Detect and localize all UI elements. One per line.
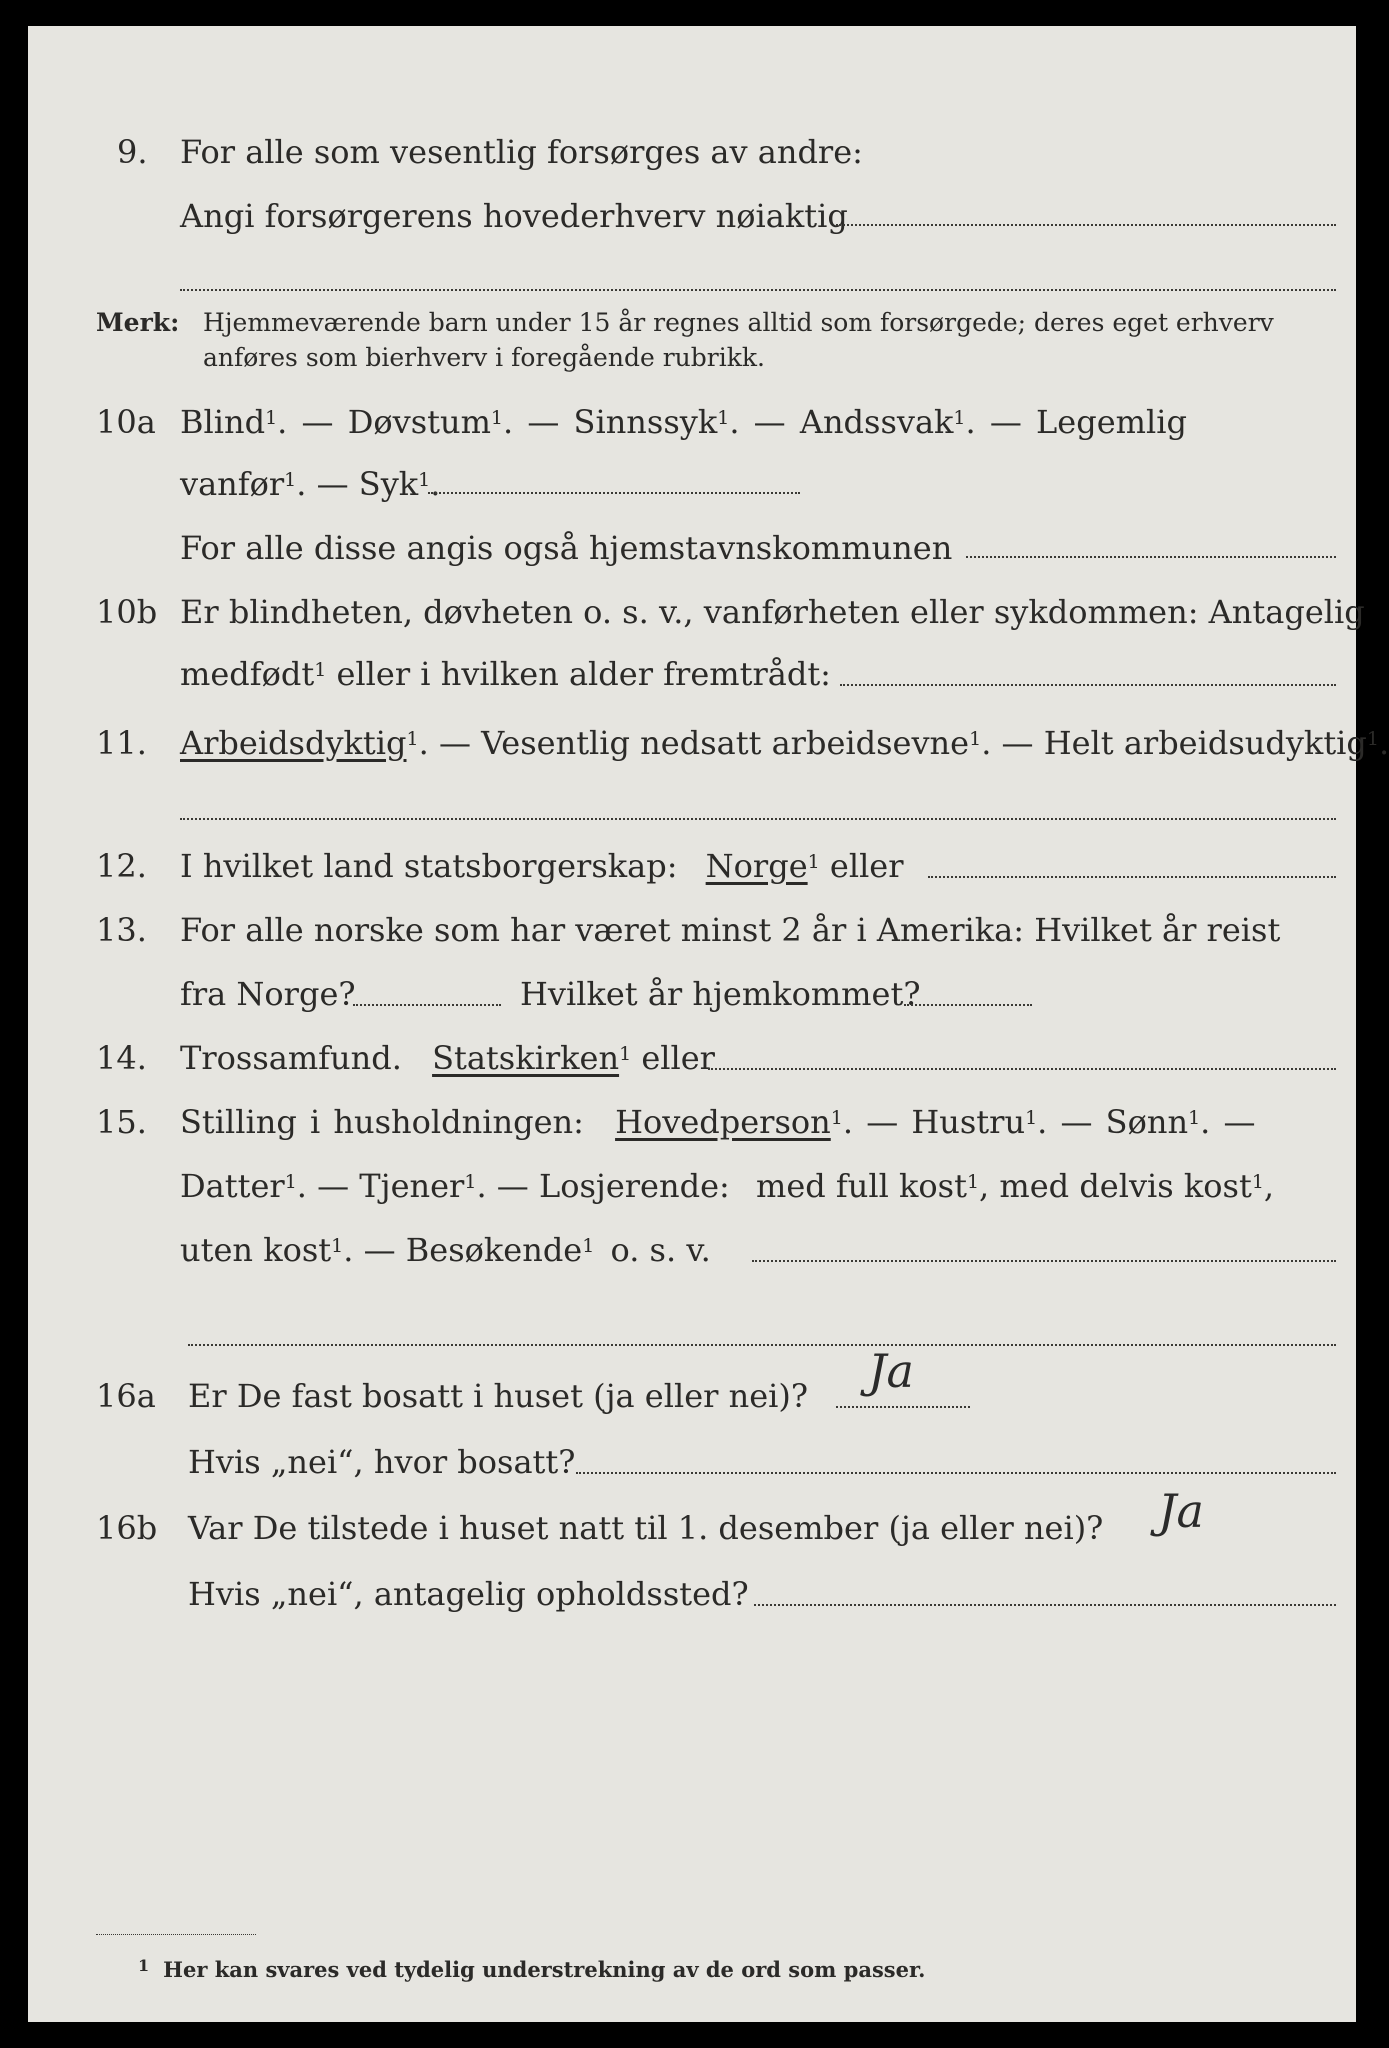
q10b-answer-line[interactable] [840, 684, 1336, 686]
q16a-where-line[interactable] [576, 1472, 1336, 1474]
q11-line: Arbeidsdyktig$^1$. — Vesentlig nedsatt arbeidsevne$^1$. — Helt arbeidsudyktig$^1$. [180, 724, 1389, 762]
option-sinnssyk[interactable]: Sinnssyk [573, 403, 718, 441]
q13-returned-label: Hvilket år hjemkommet? [520, 975, 921, 1013]
q15-line2: Datter$^1$. — Tjener$^1$. — Losjerende: med full kost$^1$, med delvis kost$^1$, [180, 1167, 1275, 1205]
q15-line1: Stilling i husholdningen: Hovedperson$^1$. — Hustru$^1$. — Sønn$^1$. — [180, 1103, 1256, 1141]
q16a-where-label: Hvis „nei“, hvor bosatt? [188, 1443, 576, 1481]
q16a-answer-line[interactable] [836, 1406, 970, 1408]
q10b-number: 10b [96, 593, 158, 631]
q16b-stay-label: Hvis „nei“, antagelig opholdssted? [188, 1575, 749, 1613]
q10a-line2: vanfør$^1$. — Syk$^1$. [180, 465, 441, 503]
q15-line3: uten kost$^1$. — Besøkende$^1$ o. s. v. [180, 1231, 711, 1269]
option-arbeidsdyktig[interactable]: Arbeidsdyktig [180, 724, 407, 762]
q12-line: I hvilket land statsborgerskap: Norge$^1$ eller [180, 847, 904, 885]
q14-number: 14. [96, 1039, 147, 1077]
q12-answer-line[interactable] [928, 876, 1336, 878]
option-tjener[interactable]: — Tjener [317, 1167, 465, 1205]
census-form-page [28, 26, 1389, 2022]
option-blind[interactable]: Blind [180, 403, 266, 441]
q10a-line1: Blind$^1$. — Døvstum$^1$. — Sinnssyk$^1$. — Andssvak$^1$. — Legemlig [180, 403, 1187, 441]
option-hovedperson[interactable]: Hovedperson [615, 1103, 831, 1141]
q16b-question: Var De tilstede i huset natt til 1. desember (ja eller nei)? [188, 1509, 1104, 1547]
q13-line1: For alle norske som har været minst 2 år i Amerika: Hvilket år reist [180, 911, 1281, 949]
q15-extra-line[interactable] [188, 1344, 1336, 1346]
q13-departed-label: fra Norge? [180, 975, 356, 1013]
option-hustru[interactable]: — Hustru [866, 1103, 1026, 1141]
q11-number: 11. [96, 724, 147, 762]
q9-question: For alle som vesentlig forsørges av andre: [180, 133, 863, 171]
option-norge[interactable]: Norge [705, 847, 808, 885]
q10a-number: 10a [96, 403, 156, 441]
option-full-kost[interactable]: med full kost [755, 1167, 967, 1205]
q16a-question: Er De fast bosatt i huset (ja eller nei)? [188, 1377, 809, 1415]
q12-number: 12. [96, 847, 147, 885]
q9-extra-line[interactable] [180, 289, 1336, 291]
merk-line2: anføres som bierhverv i foregående rubrikk. [203, 343, 765, 372]
q16a-number: 16a [96, 1377, 156, 1415]
option-dovstum[interactable]: Døvstum [347, 403, 491, 441]
q10a-answer-line[interactable] [428, 492, 800, 494]
q13-returned-year-line[interactable] [904, 1004, 1032, 1006]
option-vanfor[interactable]: vanfør [180, 465, 285, 503]
q11-extra-line[interactable] [180, 818, 1336, 820]
option-uten-kost[interactable]: uten kost [180, 1231, 332, 1269]
option-legemlig[interactable]: Legemlig [1036, 403, 1187, 441]
merk-label: Merk: [96, 308, 180, 337]
option-andssvak[interactable]: Andssvak [799, 403, 954, 441]
q16b-handwritten-answer: Ja [1158, 1484, 1204, 1538]
q10b-line1: Er blindheten, døvheten o. s. v., vanførheten eller sykdommen: Antagelig [180, 593, 1365, 631]
q10a-home-municipality-label: For alle disse angis også hjemstavnskommunen [180, 529, 953, 567]
q14-line: Trossamfund. Statskirken$^1$ eller [180, 1039, 715, 1077]
q10a-municipality-line[interactable] [966, 556, 1336, 558]
footnote: $^1$ Her kan svares ved tydelig understrekning av de ord som passer. [138, 1956, 926, 1982]
q13-number: 13. [96, 911, 147, 949]
option-datter[interactable]: Datter [180, 1167, 285, 1205]
q9-main-occupation-label: Angi forsørgerens hovederhverv nøiaktig [180, 197, 848, 235]
q15-answer-line[interactable] [752, 1260, 1336, 1262]
option-sonn[interactable]: — Sønn [1060, 1103, 1189, 1141]
q16b-stay-line[interactable] [754, 1604, 1336, 1606]
q9-answer-line[interactable] [836, 224, 1336, 226]
footnote-divider [96, 1934, 256, 1935]
option-medfodt[interactable]: medfødt [180, 655, 315, 693]
merk-line1: Hjemmeværende barn under 15 år regnes alltid som forsørgede; deres eget erhverv [203, 308, 1274, 337]
q15-number: 15. [96, 1103, 147, 1141]
q10b-line2: medfødt$^1$ eller i hvilken alder fremtrådt: [180, 655, 831, 693]
option-delvis-kost[interactable]: med delvis kost [999, 1167, 1252, 1205]
q9-number: 9. [117, 133, 148, 171]
q16b-number: 16b [96, 1509, 158, 1547]
q16a-handwritten-answer: Ja [868, 1344, 914, 1398]
q13-departed-year-line[interactable] [353, 1004, 501, 1006]
q14-answer-line[interactable] [708, 1068, 1336, 1070]
option-besokende[interactable]: — Besøkende [363, 1231, 583, 1269]
option-syk[interactable]: Syk [358, 465, 419, 503]
option-statskirken[interactable]: Statskirken [432, 1039, 620, 1077]
